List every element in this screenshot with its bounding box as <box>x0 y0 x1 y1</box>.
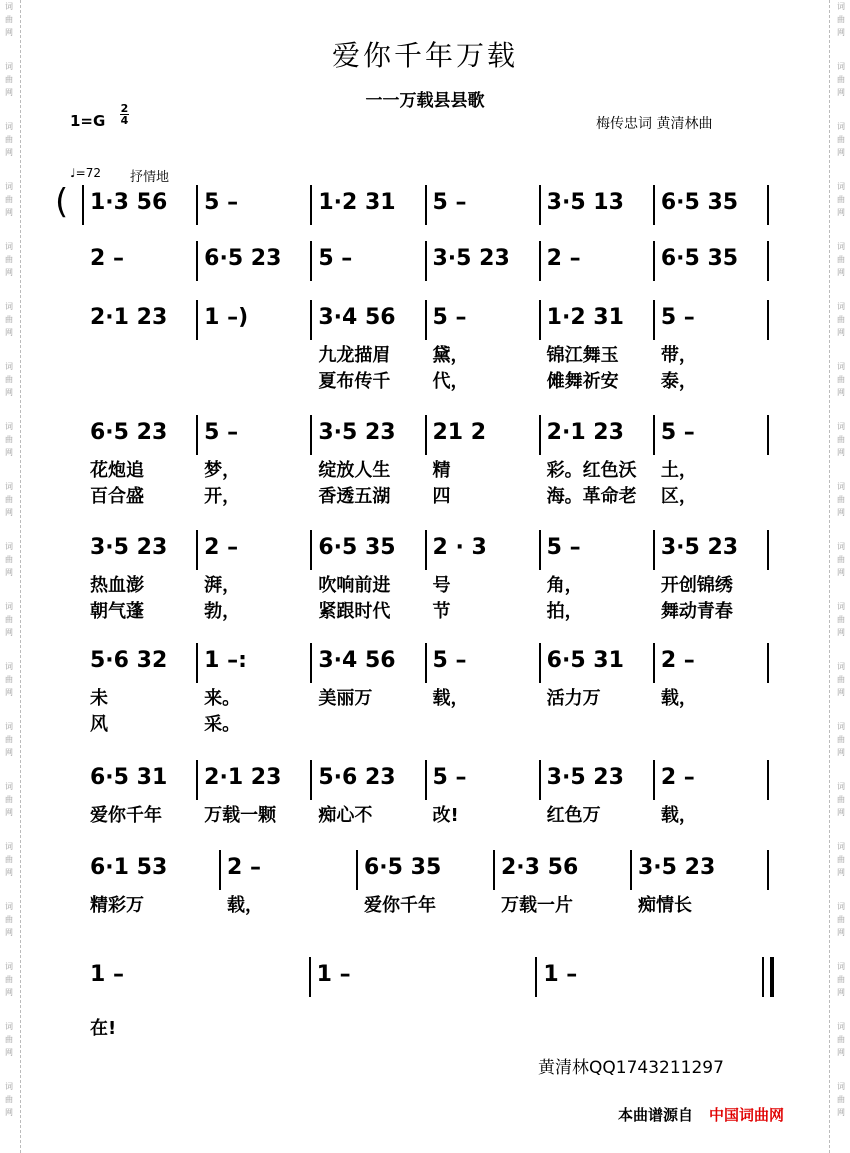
watermark-char: 网 <box>5 748 13 757</box>
lyric-verse-2: 傩舞祈安 <box>546 371 619 392</box>
watermark-char: 网 <box>837 388 845 397</box>
time-signature-bottom: 4 <box>120 114 129 127</box>
lyric-verse-2: 区， <box>660 486 697 507</box>
watermark-char: 曲 <box>837 915 845 924</box>
lyric-verse-2: 勃， <box>204 601 241 622</box>
measure-notes: 1·2 31 <box>546 305 624 330</box>
watermark-char: 网 <box>5 628 13 637</box>
measure-notes: 1 – <box>316 962 351 987</box>
watermark-char: 曲 <box>5 495 13 504</box>
watermark-char: 网 <box>837 508 845 517</box>
watermark-char: 曲 <box>837 555 845 564</box>
watermark-char: 词 <box>5 782 13 791</box>
watermark-char: 网 <box>5 1108 13 1117</box>
measure-notes: 3·5 23 <box>432 246 510 271</box>
bar-line <box>425 643 427 683</box>
measure-notes: 6·5 31 <box>90 765 168 790</box>
watermark-char: 曲 <box>837 15 845 24</box>
bar-line <box>310 760 312 800</box>
bar-line <box>767 241 769 281</box>
watermark-char: 网 <box>5 208 13 217</box>
watermark-char: 网 <box>837 448 845 457</box>
bar-line <box>539 300 541 340</box>
watermark-char: 词 <box>837 62 845 71</box>
measure-notes: 3·5 23 <box>638 855 716 880</box>
watermark-char: 词 <box>5 242 13 251</box>
lyric-verse-1: 角， <box>546 575 583 596</box>
watermark-char: 曲 <box>837 1035 845 1044</box>
measure-notes: 1 –) <box>204 305 249 330</box>
lyric-verse-1: 精彩万 <box>90 895 144 916</box>
bar-line <box>767 643 769 683</box>
lyric-verse-2: 夏布传千 <box>318 371 391 392</box>
lyric-verse-1: 锦江舞玉 <box>546 345 619 366</box>
watermark-char: 网 <box>837 148 845 157</box>
arranger-signature: 黄清林QQ1743211297 <box>538 1058 724 1078</box>
bar-line <box>539 415 541 455</box>
watermark-char: 曲 <box>5 375 13 384</box>
measure-notes: 6·5 35 <box>318 535 396 560</box>
lyric-verse-1: 美丽万 <box>318 688 373 709</box>
bar-line <box>767 300 769 340</box>
measure-notes: 1 – <box>543 962 578 987</box>
watermark-char: 词 <box>837 182 845 191</box>
lyric-verse-2: 海。革命老 <box>546 486 637 507</box>
source-brand: 中国词曲网 <box>709 1106 785 1124</box>
watermark-char: 网 <box>5 328 13 337</box>
measure-notes: 6·5 23 <box>204 246 282 271</box>
watermark-char: 曲 <box>837 375 845 384</box>
bar-line <box>310 300 312 340</box>
watermark-char: 网 <box>837 868 845 877</box>
bar-line <box>196 185 198 225</box>
watermark-char: 曲 <box>837 75 845 84</box>
watermark-char: 曲 <box>5 555 13 564</box>
watermark-char: 曲 <box>837 315 845 324</box>
bar-line <box>653 185 655 225</box>
watermark-char: 词 <box>837 302 845 311</box>
watermark-char: 曲 <box>837 435 845 444</box>
measure-notes: 1·2 31 <box>318 190 396 215</box>
lyric-verse-1: 未 <box>90 688 108 709</box>
measure-notes: 3·4 56 <box>318 648 396 673</box>
source-credit <box>618 1104 784 1125</box>
bar-line <box>310 241 312 281</box>
measure-notes: 2 – <box>227 855 261 880</box>
lyric-verse-1: 精 <box>432 460 451 481</box>
lyric-verse-1: 活力万 <box>546 688 601 709</box>
bar-line <box>653 530 655 570</box>
measure-notes: 3·4 56 <box>318 305 396 330</box>
watermark-char: 曲 <box>837 495 845 504</box>
lyric-verse-1: 万载一颗 <box>204 805 277 826</box>
watermark-char: 网 <box>5 508 13 517</box>
watermark-char: 曲 <box>837 795 845 804</box>
lyric-verse-1: 土， <box>660 460 697 481</box>
watermark-char: 网 <box>5 448 13 457</box>
watermark-char: 词 <box>5 1082 13 1091</box>
bar-line <box>767 850 769 890</box>
lyric-verse-2: 四 <box>432 486 451 507</box>
lyric-verse-1: 痴心不 <box>318 805 373 826</box>
watermark-char: 曲 <box>5 195 13 204</box>
lyric-verse-2: 节 <box>432 601 451 622</box>
lyric-verse-2: 拍， <box>546 601 583 622</box>
watermark-char: 词 <box>837 782 845 791</box>
watermark-char: 曲 <box>837 195 845 204</box>
lyric-verse-1: 红色万 <box>546 805 601 826</box>
watermark-char: 词 <box>5 122 13 131</box>
watermark-char: 网 <box>837 88 845 97</box>
watermark-char: 曲 <box>5 315 13 324</box>
measure-notes: 6·5 35 <box>660 190 739 215</box>
bar-line <box>767 530 769 570</box>
measure-notes: 3·5 23 <box>90 535 168 560</box>
bar-line <box>425 300 427 340</box>
bar-line <box>653 241 655 281</box>
lyric-verse-1: 湃， <box>204 575 241 596</box>
lyric-verse-2: 朝气蓬 <box>90 601 144 622</box>
watermark-char: 网 <box>5 808 13 817</box>
watermark-char: 词 <box>5 662 13 671</box>
watermark-char: 词 <box>5 602 13 611</box>
watermark-char: 词 <box>5 542 13 551</box>
watermark-char: 网 <box>5 928 13 937</box>
watermark-char: 曲 <box>5 615 13 624</box>
watermark-char: 网 <box>5 148 13 157</box>
measure-notes: 2 – <box>204 535 239 560</box>
bar-line <box>356 850 358 890</box>
watermark-char: 曲 <box>5 675 13 684</box>
measure-notes: 2·1 23 <box>204 765 282 790</box>
watermark-char: 网 <box>837 988 845 997</box>
bar-line <box>539 241 541 281</box>
measure-notes: 2 – <box>660 765 695 790</box>
measure-notes: 5 – <box>432 648 467 673</box>
lyric-verse-1: 吹响前进 <box>318 575 391 596</box>
watermark-char: 曲 <box>5 915 13 924</box>
lyric-verse-2: 泰， <box>660 371 697 392</box>
watermark-char: 曲 <box>837 135 845 144</box>
song-title: 爱你千年万载 <box>331 39 518 72</box>
bar-line <box>767 185 769 225</box>
lyric-verse-1: 来。 <box>204 688 241 709</box>
bar-line <box>539 185 541 225</box>
measure-notes: 1 – <box>90 962 124 987</box>
watermark-char: 词 <box>5 362 13 371</box>
lyric-verse-1: 号 <box>432 575 451 596</box>
watermark-char: 词 <box>837 242 845 251</box>
measure-notes: 1 –: <box>204 648 247 673</box>
measure-notes: 2 – <box>660 648 695 673</box>
watermark-char: 词 <box>837 362 845 371</box>
measure-notes: 5 – <box>432 190 467 215</box>
bar-line <box>425 241 427 281</box>
watermark-char: 网 <box>5 988 13 997</box>
left-watermark-strip <box>0 0 21 1153</box>
lyric-verse-2: 香透五湖 <box>318 486 391 507</box>
lyric-verse-1: 彩。红色沃 <box>546 460 637 481</box>
measure-notes: 3·5 23 <box>318 420 396 445</box>
bar-line <box>653 643 655 683</box>
watermark-char: 曲 <box>5 1035 13 1044</box>
lyric-verse-1: 绽放人生 <box>318 460 391 481</box>
watermark-char: 网 <box>5 688 13 697</box>
watermark-char: 词 <box>5 722 13 731</box>
watermark-char: 曲 <box>5 135 13 144</box>
measure-notes: 3·5 23 <box>660 535 739 560</box>
lyric-verse-2: 开， <box>204 486 241 507</box>
bar-line <box>196 241 198 281</box>
measure-notes: 5 – <box>204 420 239 445</box>
watermark-char: 曲 <box>837 1095 845 1104</box>
watermark-char: 词 <box>837 902 845 911</box>
watermark-char: 曲 <box>837 255 845 264</box>
right-watermark-strip <box>829 0 850 1153</box>
lyric-verse-2: 采。 <box>204 714 241 735</box>
bar-line <box>425 530 427 570</box>
bar-line <box>310 530 312 570</box>
watermark-char: 曲 <box>837 975 845 984</box>
lyric-verse-1: 开创锦绣 <box>660 575 733 596</box>
bar-line <box>196 643 198 683</box>
bar-line <box>310 643 312 683</box>
watermark-char: 词 <box>5 302 13 311</box>
watermark-char: 曲 <box>5 435 13 444</box>
watermark-char: 词 <box>837 422 845 431</box>
expression-marking: 抒情地 <box>130 170 170 185</box>
bar-line <box>196 530 198 570</box>
measure-notes: 5 – <box>660 420 695 445</box>
lyric-verse-1: 痴情长 <box>638 895 692 916</box>
bar-line <box>196 760 198 800</box>
watermark-char: 网 <box>837 748 845 757</box>
lyric-verse-1: 梦， <box>204 460 241 481</box>
lyric-verse-2: 代， <box>432 371 469 392</box>
watermark-char: 网 <box>5 28 13 37</box>
watermark-char: 曲 <box>837 735 845 744</box>
watermark-char: 曲 <box>5 75 13 84</box>
lyric-verse-1: 载， <box>432 688 469 709</box>
watermark-char: 词 <box>837 2 845 11</box>
watermark-char: 网 <box>5 568 13 577</box>
watermark-char: 词 <box>5 842 13 851</box>
credits: 梅传忠词 黄清林曲 <box>596 116 713 132</box>
measure-notes: 5 – <box>204 190 239 215</box>
measure-notes: 5 – <box>660 305 695 330</box>
bar-line <box>309 957 311 997</box>
watermark-char: 网 <box>837 568 845 577</box>
watermark-char: 网 <box>837 268 845 277</box>
measure-notes: 1·3 56 <box>90 190 168 215</box>
watermark-char: 词 <box>5 422 13 431</box>
watermark-char: 曲 <box>837 675 845 684</box>
watermark-char: 网 <box>837 328 845 337</box>
watermark-char: 词 <box>5 182 13 191</box>
lyric-verse-1: 改! <box>432 805 459 826</box>
measure-notes: 3·5 23 <box>546 765 624 790</box>
bar-line <box>767 415 769 455</box>
watermark-char: 网 <box>5 388 13 397</box>
lyric-verse-1: 万载一片 <box>501 895 573 916</box>
watermark-char: 词 <box>837 722 845 731</box>
watermark-char: 网 <box>5 268 13 277</box>
watermark-char: 曲 <box>5 255 13 264</box>
bar-line <box>539 643 541 683</box>
watermark-char: 网 <box>837 208 845 217</box>
time-signature-top: 2 <box>120 102 129 115</box>
watermark-char: 网 <box>837 808 845 817</box>
bar-line <box>82 185 84 225</box>
measure-notes: 2·1 23 <box>90 305 168 330</box>
tempo-marking: ♩=72 <box>70 166 101 180</box>
watermark-char: 曲 <box>5 795 13 804</box>
measure-notes: 6·5 23 <box>90 420 168 445</box>
watermark-char: 网 <box>837 628 845 637</box>
lyric-verse-2: 百合盛 <box>90 486 144 507</box>
watermark-char: 词 <box>837 1022 845 1031</box>
lyric-verse-1: 热血澎 <box>90 575 144 596</box>
measure-notes: 2 · 3 <box>432 535 487 560</box>
measure-notes: 6·5 31 <box>546 648 624 673</box>
watermark-char: 词 <box>5 962 13 971</box>
watermark-char: 词 <box>837 842 845 851</box>
bar-line <box>310 185 312 225</box>
bar-line <box>539 530 541 570</box>
bar-line <box>535 957 537 997</box>
watermark-char: 词 <box>837 542 845 551</box>
watermark-char: 词 <box>837 1082 845 1091</box>
measure-notes: 6·5 35 <box>660 246 739 271</box>
watermark-char: 曲 <box>5 975 13 984</box>
watermark-char: 词 <box>5 62 13 71</box>
bar-line <box>196 300 198 340</box>
measure-notes: 6·5 35 <box>364 855 442 880</box>
bar-line <box>762 957 764 997</box>
watermark-char: 网 <box>837 688 845 697</box>
measure-notes: 5 – <box>432 305 467 330</box>
source-prefix: 本曲谱源自 <box>618 1106 694 1124</box>
bar-line <box>493 850 495 890</box>
watermark-char: 词 <box>837 122 845 131</box>
watermark-char: 词 <box>5 1022 13 1031</box>
measure-notes: 5 – <box>546 535 581 560</box>
watermark-char: 曲 <box>5 855 13 864</box>
watermark-char: 曲 <box>5 735 13 744</box>
lyric-verse-1: 九龙描眉 <box>318 345 391 366</box>
lyric-verse-1: 在! <box>90 1018 117 1039</box>
bar-line <box>425 760 427 800</box>
measure-notes: 21 2 <box>432 420 487 445</box>
watermark-char: 词 <box>5 2 13 11</box>
bar-line <box>219 850 221 890</box>
measure-notes: 2·1 23 <box>546 420 624 445</box>
watermark-char: 网 <box>5 868 13 877</box>
bar-line <box>653 300 655 340</box>
measure-notes: 6·1 53 <box>90 855 168 880</box>
measure-notes: 5 – <box>432 765 467 790</box>
bar-line <box>653 415 655 455</box>
measure-notes: 3·5 13 <box>546 190 624 215</box>
measure-notes: 5·6 32 <box>90 648 168 673</box>
lyric-verse-1: 爱你千年 <box>90 805 162 826</box>
lyric-verse-2: 紧跟时代 <box>318 601 391 622</box>
measure-notes: 2 – <box>90 246 124 271</box>
lyric-verse-1: 爱你千年 <box>364 895 436 916</box>
time-signature <box>120 103 129 126</box>
measure-notes: 5 – <box>318 246 353 271</box>
bar-line <box>653 760 655 800</box>
lyric-verse-2: 风 <box>90 714 108 735</box>
watermark-char: 网 <box>837 1108 845 1117</box>
measure-notes: 2 – <box>546 246 581 271</box>
lyric-verse-1: 带， <box>660 345 697 366</box>
bar-line <box>310 415 312 455</box>
watermark-char: 曲 <box>5 15 13 24</box>
watermark-char: 曲 <box>837 615 845 624</box>
watermark-char: 网 <box>5 88 13 97</box>
bar-line <box>767 760 769 800</box>
lyric-verse-1: 载， <box>660 805 697 826</box>
lyric-verse-1: 载， <box>227 895 263 916</box>
watermark-char: 网 <box>5 1048 13 1057</box>
watermark-char: 曲 <box>837 855 845 864</box>
bar-line <box>425 185 427 225</box>
repeat-open-paren: ( <box>55 182 69 222</box>
song-subtitle: 一一万载县县歌 <box>365 91 485 111</box>
lyric-verse-1: 黛， <box>432 345 469 366</box>
watermark-char: 网 <box>837 928 845 937</box>
watermark-char: 词 <box>5 482 13 491</box>
key-signature: 1=G <box>70 112 106 130</box>
watermark-char: 词 <box>837 602 845 611</box>
bar-line <box>196 415 198 455</box>
measure-notes: 2·3 56 <box>501 855 579 880</box>
lyric-verse-2: 舞动青春 <box>660 601 733 622</box>
watermark-char: 词 <box>837 662 845 671</box>
lyric-verse-1: 花炮追 <box>90 460 144 481</box>
bar-line <box>425 415 427 455</box>
watermark-char: 词 <box>837 482 845 491</box>
final-bar-line <box>770 957 774 997</box>
watermark-char: 词 <box>5 902 13 911</box>
measure-notes: 5·6 23 <box>318 765 396 790</box>
watermark-char: 网 <box>837 28 845 37</box>
bar-line <box>630 850 632 890</box>
lyric-verse-1: 载， <box>660 688 697 709</box>
watermark-char: 词 <box>837 962 845 971</box>
bar-line <box>539 760 541 800</box>
watermark-char: 曲 <box>5 1095 13 1104</box>
watermark-char: 网 <box>837 1048 845 1057</box>
